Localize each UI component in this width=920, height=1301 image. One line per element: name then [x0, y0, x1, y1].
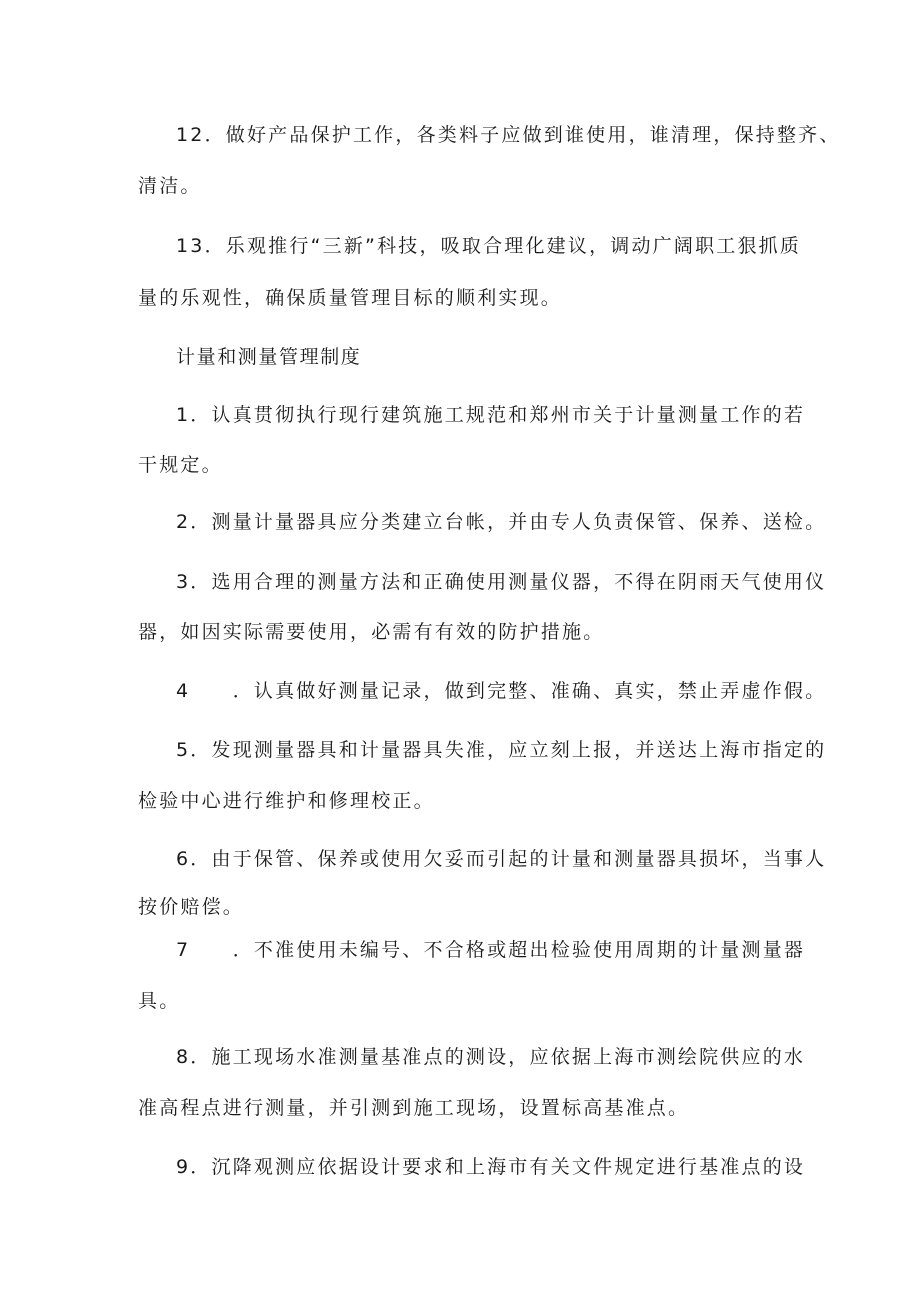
paragraph-13-line-2: 量的乐观性，确保质量管理目标的顺利实现。	[138, 287, 563, 309]
paragraph-4-line-1: 4 ．认真做好测量记录，做到完整、准确、真实，禁止弄虚作假。	[176, 680, 827, 702]
paragraph-3-line-2: 器，如因实际需要使用，必需有有效的防护措施。	[138, 621, 605, 643]
paragraph-6-line-1: 6．由于保管、保养或使用欠妥而引起的计量和测量器具损坏，当事人	[176, 848, 827, 870]
section-heading: 计量和测量管理制度	[176, 346, 362, 368]
paragraph-1-line-2: 干规定。	[138, 454, 223, 476]
paragraph-3-line-1: 3．选用合理的测量方法和正确使用测量仪器，不得在阴雨天气使用仪	[176, 571, 827, 593]
paragraph-7-line-2: 具。	[138, 990, 181, 1012]
paragraph-13-line-1: 13．乐观推行“三新”科技，吸取合理化建议，调动广阔职工狠抓质	[176, 235, 802, 257]
paragraph-12-line-2: 清洁。	[138, 175, 202, 197]
paragraph-5-line-1: 5．发现测量器具和计量器具失准，应立刻上报，并送达上海市指定的	[176, 739, 827, 761]
paragraph-6-line-2: 按价赔偿。	[138, 896, 245, 918]
paragraph-12-line-1: 12．做好产品保护工作，各类料子应做到谁使用，谁清理，保持整齐、	[176, 124, 841, 146]
paragraph-2-line-1: 2．测量计量器具应分类建立台帐，并由专人负责保管、保养、送检。	[176, 511, 827, 533]
paragraph-1-line-1: 1．认真贯彻执行现行建筑施工规范和郑州市关于计量测量工作的若	[176, 404, 806, 426]
paragraph-7-line-1: 7 ．不准使用未编号、不合格或超出检验使用周期的计量测量器	[176, 939, 806, 961]
paragraph-9-line-1: 9．沉降观测应依据设计要求和上海市有关文件规定进行基准点的设	[176, 1156, 806, 1178]
paragraph-8-line-1: 8．施工现场水准测量基准点的测设，应依据上海市测绘院供应的水	[176, 1046, 806, 1068]
paragraph-8-line-2: 准高程点进行测量，并引测到施工现场，设置标高基准点。	[138, 1097, 690, 1119]
paragraph-5-line-2: 检验中心进行维护和修理校正。	[138, 790, 435, 812]
